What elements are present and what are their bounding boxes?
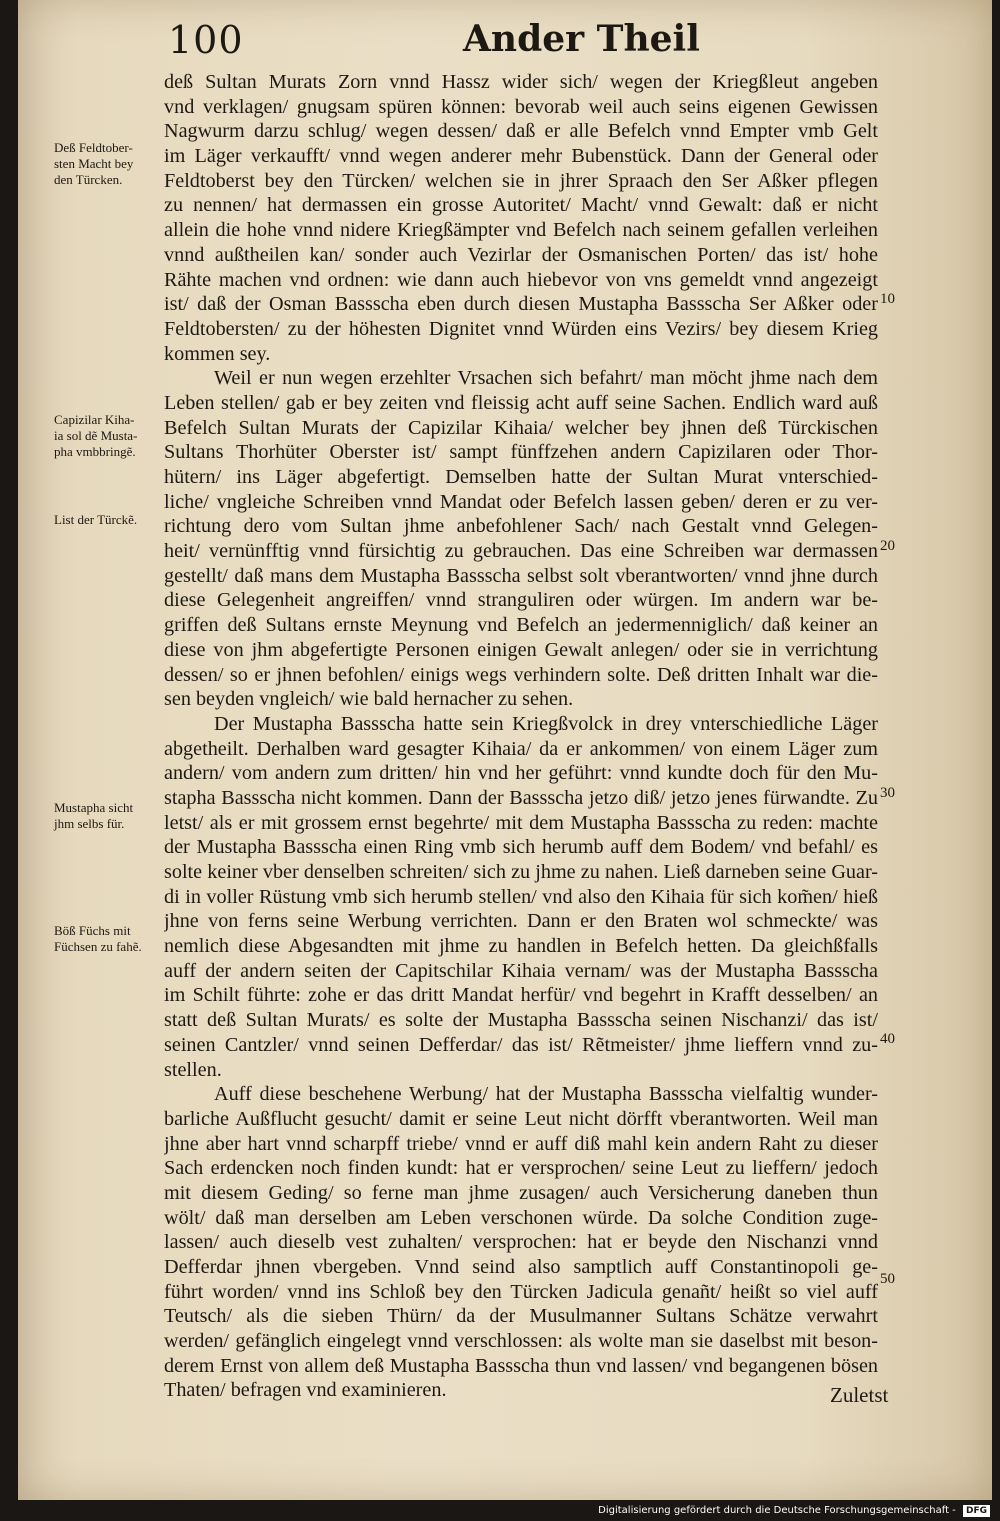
marginal-line: Deß Feldtober-	[54, 140, 133, 155]
body-line: Defferdar jhnen vbergeben. Vnnd seind also samptlich auff Constantinopoli ge-	[164, 1256, 878, 1278]
running-head: Ander Theil	[463, 18, 700, 60]
body-line: der Mustapha Bassscha einen Ring vmb sich herumb auff dem Bodem/ vnd befahl/ es	[164, 836, 878, 859]
body-line: zu nennen/ hat dermassen ein grosse Autoritet/ Macht/ vnnd Gewalt: daß er nicht	[164, 194, 878, 217]
body-line: Thaten/ befragen vnd examinieren.	[164, 1379, 447, 1402]
marginal-note-list	[54, 512, 172, 528]
body-line: Sach erdencken noch finden kundt: hat er versprochen/ seine Leut zu lieffern/ jedoch	[164, 1157, 878, 1180]
dfg-logo-icon: DFG	[963, 1505, 990, 1517]
body-line: derem Ernst von allem deß Mustapha Bassscha thun vnd lassen/ vnd begangenen bösen	[164, 1354, 878, 1377]
body-line: deß Sultan Murats Zorn vnnd Hassz wider sich/ wegen der Kriegßleut angeben	[164, 71, 878, 93]
marginal-line: List der Türckẽ.	[54, 512, 138, 527]
body-line: nemlich diese Abgesandten mit jhme zu handlen in Befelch hetten. Da gleichßfalls	[164, 935, 878, 958]
body-line: liche/ vngleiche Schreiben vnnd Mandat oder Befelch lassen geben/ deren er zu ver-	[164, 490, 878, 513]
body-line: hütern/ ins Läger abgefertigt. Demselben hatte der Sultan Murat vnterschied-	[164, 466, 878, 488]
marginal-note-feldtoberst	[54, 140, 172, 188]
marginal-line: pha vmbbringẽ.	[54, 444, 136, 459]
body-line: solte keiner vber denselben schreiten/ sich zu jhme zu nahen. Ließ darneben seine Guar-	[164, 861, 878, 883]
body-line: sen beyden vngleich/ wie bald hernacher zu sehen.	[164, 688, 574, 711]
body-line: Feldtobersten/ zu der höhesten Dignitet vnnd Würden eins Vezirs/ bey diesem Krieg	[164, 317, 878, 340]
body-line: andern/ vom andern zum dritten/ hin vnd her geführt: vnnd kundte doch für den Mu-	[164, 762, 878, 785]
body-line: Befelch Sultan Murats der Capizilar Kihaia/ welcher bey jhnen deß Türckischen	[164, 416, 878, 439]
body-line: jhne aber hart vnnd scharpff triebe/ vnnd er auff diß mahl kein andern Raht zu dieser	[164, 1132, 878, 1155]
body-line: im Läger verkaufft/ vnnd wegen anderer mehr Bubenstück. Dann der General oder	[164, 145, 878, 168]
catchword: Zuletst	[830, 1383, 889, 1407]
line-number-10: 10	[880, 291, 895, 307]
body-text	[164, 70, 878, 1403]
body-line: Sultans Thorhüter Oberster ist/ sampt fünffzehen andern Capizilaren oder Thor-	[164, 441, 878, 464]
body-line: wölt/ daß man derselben am Leben verschonen würde. Da solche Condition zuge-	[164, 1206, 878, 1229]
marginal-line: den Türcken.	[54, 172, 123, 187]
body-line: auff der andern seiten der Capitschilar Kihaia vernam/ was der Mustapha Bassscha	[164, 959, 878, 982]
body-line: Rähte machen vnd ordnen: wie dann auch hiebevor von vns gemeldt vnnd angezeigt	[164, 268, 878, 291]
body-line: abgetheilt. Derhalben ward gesagter Kihaia/ da er ankommen/ von einem Läger zum	[164, 737, 878, 760]
body-line: seinen Cantzler/ vnnd seinen Defferdar/ das ist/ Rẽtmeister/ jhme lieffern vnnd zu-	[164, 1033, 878, 1056]
body-line: Feldtoberst bey den Türcken/ welchen sie in jhrer Spraach den Ser Aßker pflegen	[164, 169, 878, 192]
line-number-50: 50	[880, 1271, 895, 1287]
marginal-line: Capizilar Kiha-	[54, 412, 135, 427]
body-line: stellen.	[164, 1058, 222, 1081]
body-line: jhne von ferns seine Werbung verrichten. Dann er den Braten wol schmeckte/ was	[164, 910, 878, 933]
body-line: Auff diese beschehene Werbung/ hat der Mustapha Bassscha vielfaltig wunder-	[214, 1083, 878, 1106]
page-number: 100	[168, 18, 244, 62]
line-number-30: 30	[880, 785, 895, 801]
body-line: diese von jhm abgefertigte Personen einigen Gewalt anlegen/ oder sie in verrichtung	[164, 638, 878, 661]
body-line: letst/ als er mit grossem ernst begehrte/ mit dem Mustapha Bassscha zu reden: machte	[164, 811, 878, 834]
marginal-note-fuechs	[54, 923, 172, 955]
line-number-20: 20	[880, 538, 895, 554]
body-line: mit diesem Geding/ so ferne man jhme zusagen/ auch Versicherung daneben thun	[164, 1181, 878, 1204]
marginal-line: Mustapha sicht	[54, 800, 134, 815]
body-line: statt deß Sultan Murats/ es solte der Mustapha Bassscha seinen Nischanzi/ das ist/	[164, 1009, 878, 1032]
body-line: richtung dero vom Sultan jhme anbefohlener Sach/ nach Gestalt vnnd Gelegen-	[164, 515, 878, 538]
body-line: heit/ vernünfftig vnnd fürsichtig zu gebrauchen. Das eine Schreiben war dermassen	[164, 540, 878, 563]
marginal-line: Böß Füchs mit	[54, 923, 131, 938]
body-line: Teutsch/ als die sieben Thürn/ da der Musulmanner Sultans Schätze verwahrt	[164, 1305, 878, 1328]
body-line: Weil er nun wegen erzehlter Vrsachen sich befahrt/ man möcht jhme nach dem	[214, 367, 878, 390]
body-line: diese Gelegenheit angreiffen/ vnnd stranguliren oder würgen. Im andern war be-	[164, 589, 878, 612]
body-line: ist/ daß der Osman Bassscha eben durch diesen Mustapha Bassscha Ser Aßker oder	[164, 293, 878, 316]
body-line: dessen/ so er jhnen befohlen/ einigs wegs verhindern solte. Deß dritten Inhalt war die-	[164, 663, 878, 686]
body-line: vnnd außtheilen kan/ sonder auch Vezirlar der Osmanischen Porten/ das ist/ hohe	[164, 243, 878, 266]
body-line: Leben stellen/ gab er bey zeiten vnd fleissig acht auff seine Sachen. Endlich ward auß	[164, 391, 878, 414]
marginal-line: ia sol dẽ Musta-	[54, 428, 138, 443]
body-line: di in voller Rüstung vmb sich herumb stellen/ vnd also den Kihaia für sich kom̃en/ hieß	[164, 885, 878, 908]
marginal-line: Füchsen zu fahẽ.	[54, 939, 142, 954]
marginal-note-capizilar	[54, 412, 172, 460]
body-line: werden/ gefänglich eingelegt vnnd verschlossen: als wolte man sie daselbst mit beson-	[164, 1330, 878, 1353]
book-page	[18, 0, 992, 1500]
body-line: gestellt/ daß mans dem Mustapha Bassscha selbst solt vberantworten/ vnnd jhne durch	[164, 564, 878, 587]
body-line: stapha Bassscha nicht kommen. Dann der Bassscha jetzo diß/ jetzo jenes fürwandte. Zu	[164, 786, 878, 809]
line-number-40: 40	[880, 1031, 895, 1047]
body-line: lassen/ auch dieselb vest zuhalten/ versprochen: hat er beyde den Nischanzi vnnd	[164, 1231, 878, 1254]
body-line: Der Mustapha Bassscha hatte sein Kriegßvolck in drey vnterschiedliche Läger	[214, 712, 878, 735]
footer-credit: Digitalisierung gefördert durch die Deutsche Forschungsgemeinschaft -	[598, 1505, 956, 1516]
body-line: allein die hohe vnnd nidere Kriegßämpter vnd Befelch nach seinem gefallen verleihen	[164, 219, 878, 242]
body-line: im Schilt führte: zohe er das dritt Mandat herfür/ vnd begehrt in Krafft desselben/ an	[164, 984, 878, 1007]
marginal-line: sten Macht bey	[54, 156, 134, 171]
marginal-note-mustapha	[54, 800, 172, 832]
digitization-footer	[598, 1504, 990, 1518]
body-line: Nagwurm darzu schlug/ wegen dessen/ daß er alle Befelch vnnd Empter vmb Gelt	[164, 120, 878, 143]
body-line: kommen sey.	[164, 342, 271, 365]
body-line: barliche Außflucht gesucht/ damit er seine Leut nicht dörfft vberantworten. Weil man	[164, 1107, 878, 1130]
body-line: vnd verklagen/ gnugsam spüren können: bevorab weil auch seins eigenen Gewissen	[164, 95, 878, 118]
marginal-line: jhm selbs für.	[54, 816, 125, 831]
body-line: griffen deß Sultans ernste Meynung vnd Befelch an jedermenniglich/ daß keiner an	[164, 614, 878, 637]
body-line: führt worden/ vnnd ins Schloß bey den Türcken Jadicula genañt/ heißt so viel auff	[164, 1280, 878, 1303]
